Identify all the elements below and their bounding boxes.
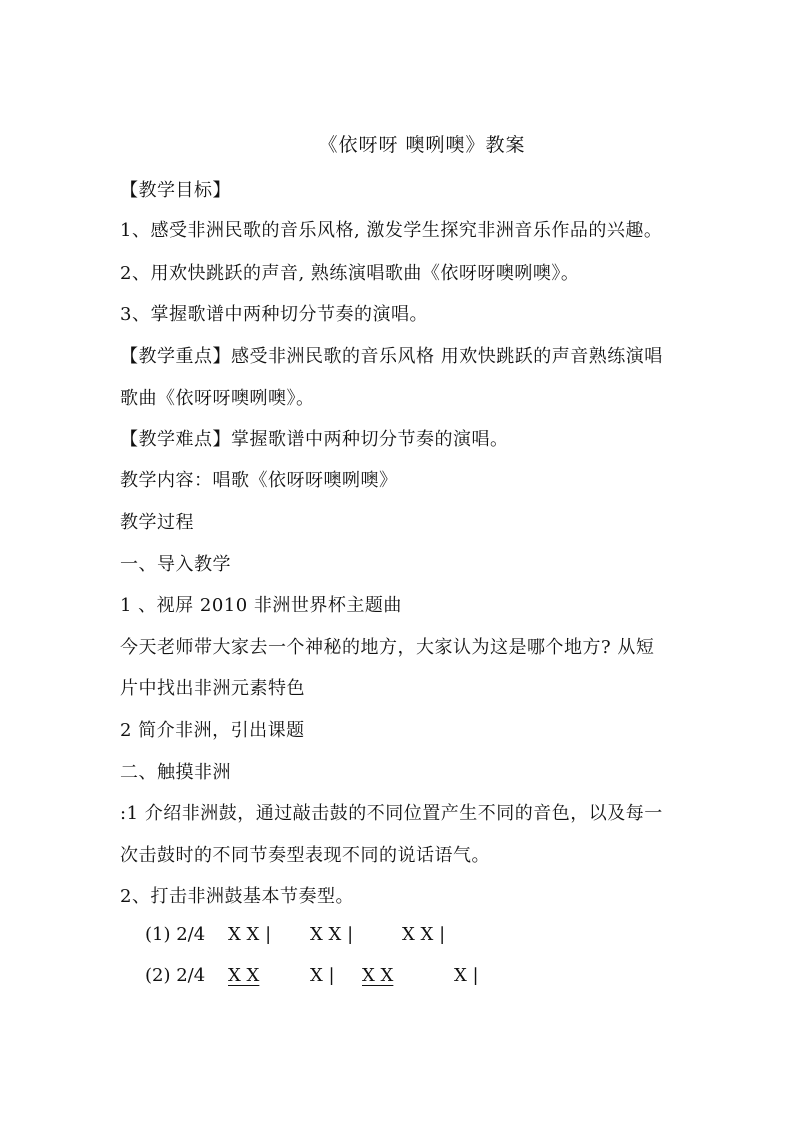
content: 教学内容：唱歌《依呀呀噢咧噢》 (120, 470, 398, 491)
rhythm-2-measure-1a: X X (228, 965, 260, 986)
rhythm-1-label: (1) 2/4 (145, 924, 206, 945)
key-points-line-1: 【教学重点】感受非洲民歌的音乐风格 用欢快跳跃的声音熟练演唱 (120, 346, 663, 367)
rhythm-1-measure-1: X X | (228, 924, 272, 945)
rhythm-1-measure-2: X X | (310, 924, 354, 945)
item-1-2: 2 简介非洲，引出课题 (120, 720, 305, 741)
objectives-heading: 【教学目标】 (120, 180, 231, 201)
key-points-line-2: 歌曲《依呀呀噢咧噢》。 (120, 388, 315, 409)
item-1-1-text-line-1: 今天老师带大家去一个神秘的地方，大家认为这是哪个地方? 从短 (120, 637, 655, 658)
item-1-1-text-line-2: 片中找出非洲元素特色 (120, 678, 305, 699)
rhythm-2-measure-2b: X | (454, 965, 479, 986)
objective-1: 1、感受非洲民歌的音乐风格, 激发学生探究非洲音乐作品的兴趣。 (120, 220, 663, 241)
rhythm-2-label: (2) 2/4 (145, 965, 206, 986)
rhythm-1-measure-3: X X | (402, 924, 446, 945)
rhythm-2-measure-1b: X | (310, 965, 335, 986)
rhythm-2-measure-2a: X X (362, 965, 394, 986)
item-2-1-line-1: :1 介绍非洲鼓，通过敲击鼓的不同位置产生不同的音色，以及每一 (120, 803, 663, 824)
item-1-1: 1 、视屏 2010 非洲世界杯主题曲 (120, 595, 402, 616)
difficulty: 【教学难点】掌握歌谱中两种切分节奏的演唱。 (120, 429, 509, 450)
objective-3: 3、掌握歌谱中两种切分节奏的演唱。 (120, 304, 428, 325)
document-title: 《依呀呀 噢咧噢》教案 (318, 134, 526, 156)
item-2-1-line-2: 次击鼓时的不同节奏型表现不同的说话语气。 (120, 845, 490, 866)
process-heading: 教学过程 (120, 512, 194, 533)
objective-2: 2、用欢快跳跃的声音, 熟练演唱歌曲《依呀呀噢咧噢》。 (120, 263, 580, 284)
section-1-heading: 一、导入教学 (120, 554, 231, 575)
item-2-2: 2、打击非洲鼓基本节奏型。 (120, 886, 354, 907)
section-2-heading: 二、触摸非洲 (120, 762, 231, 783)
